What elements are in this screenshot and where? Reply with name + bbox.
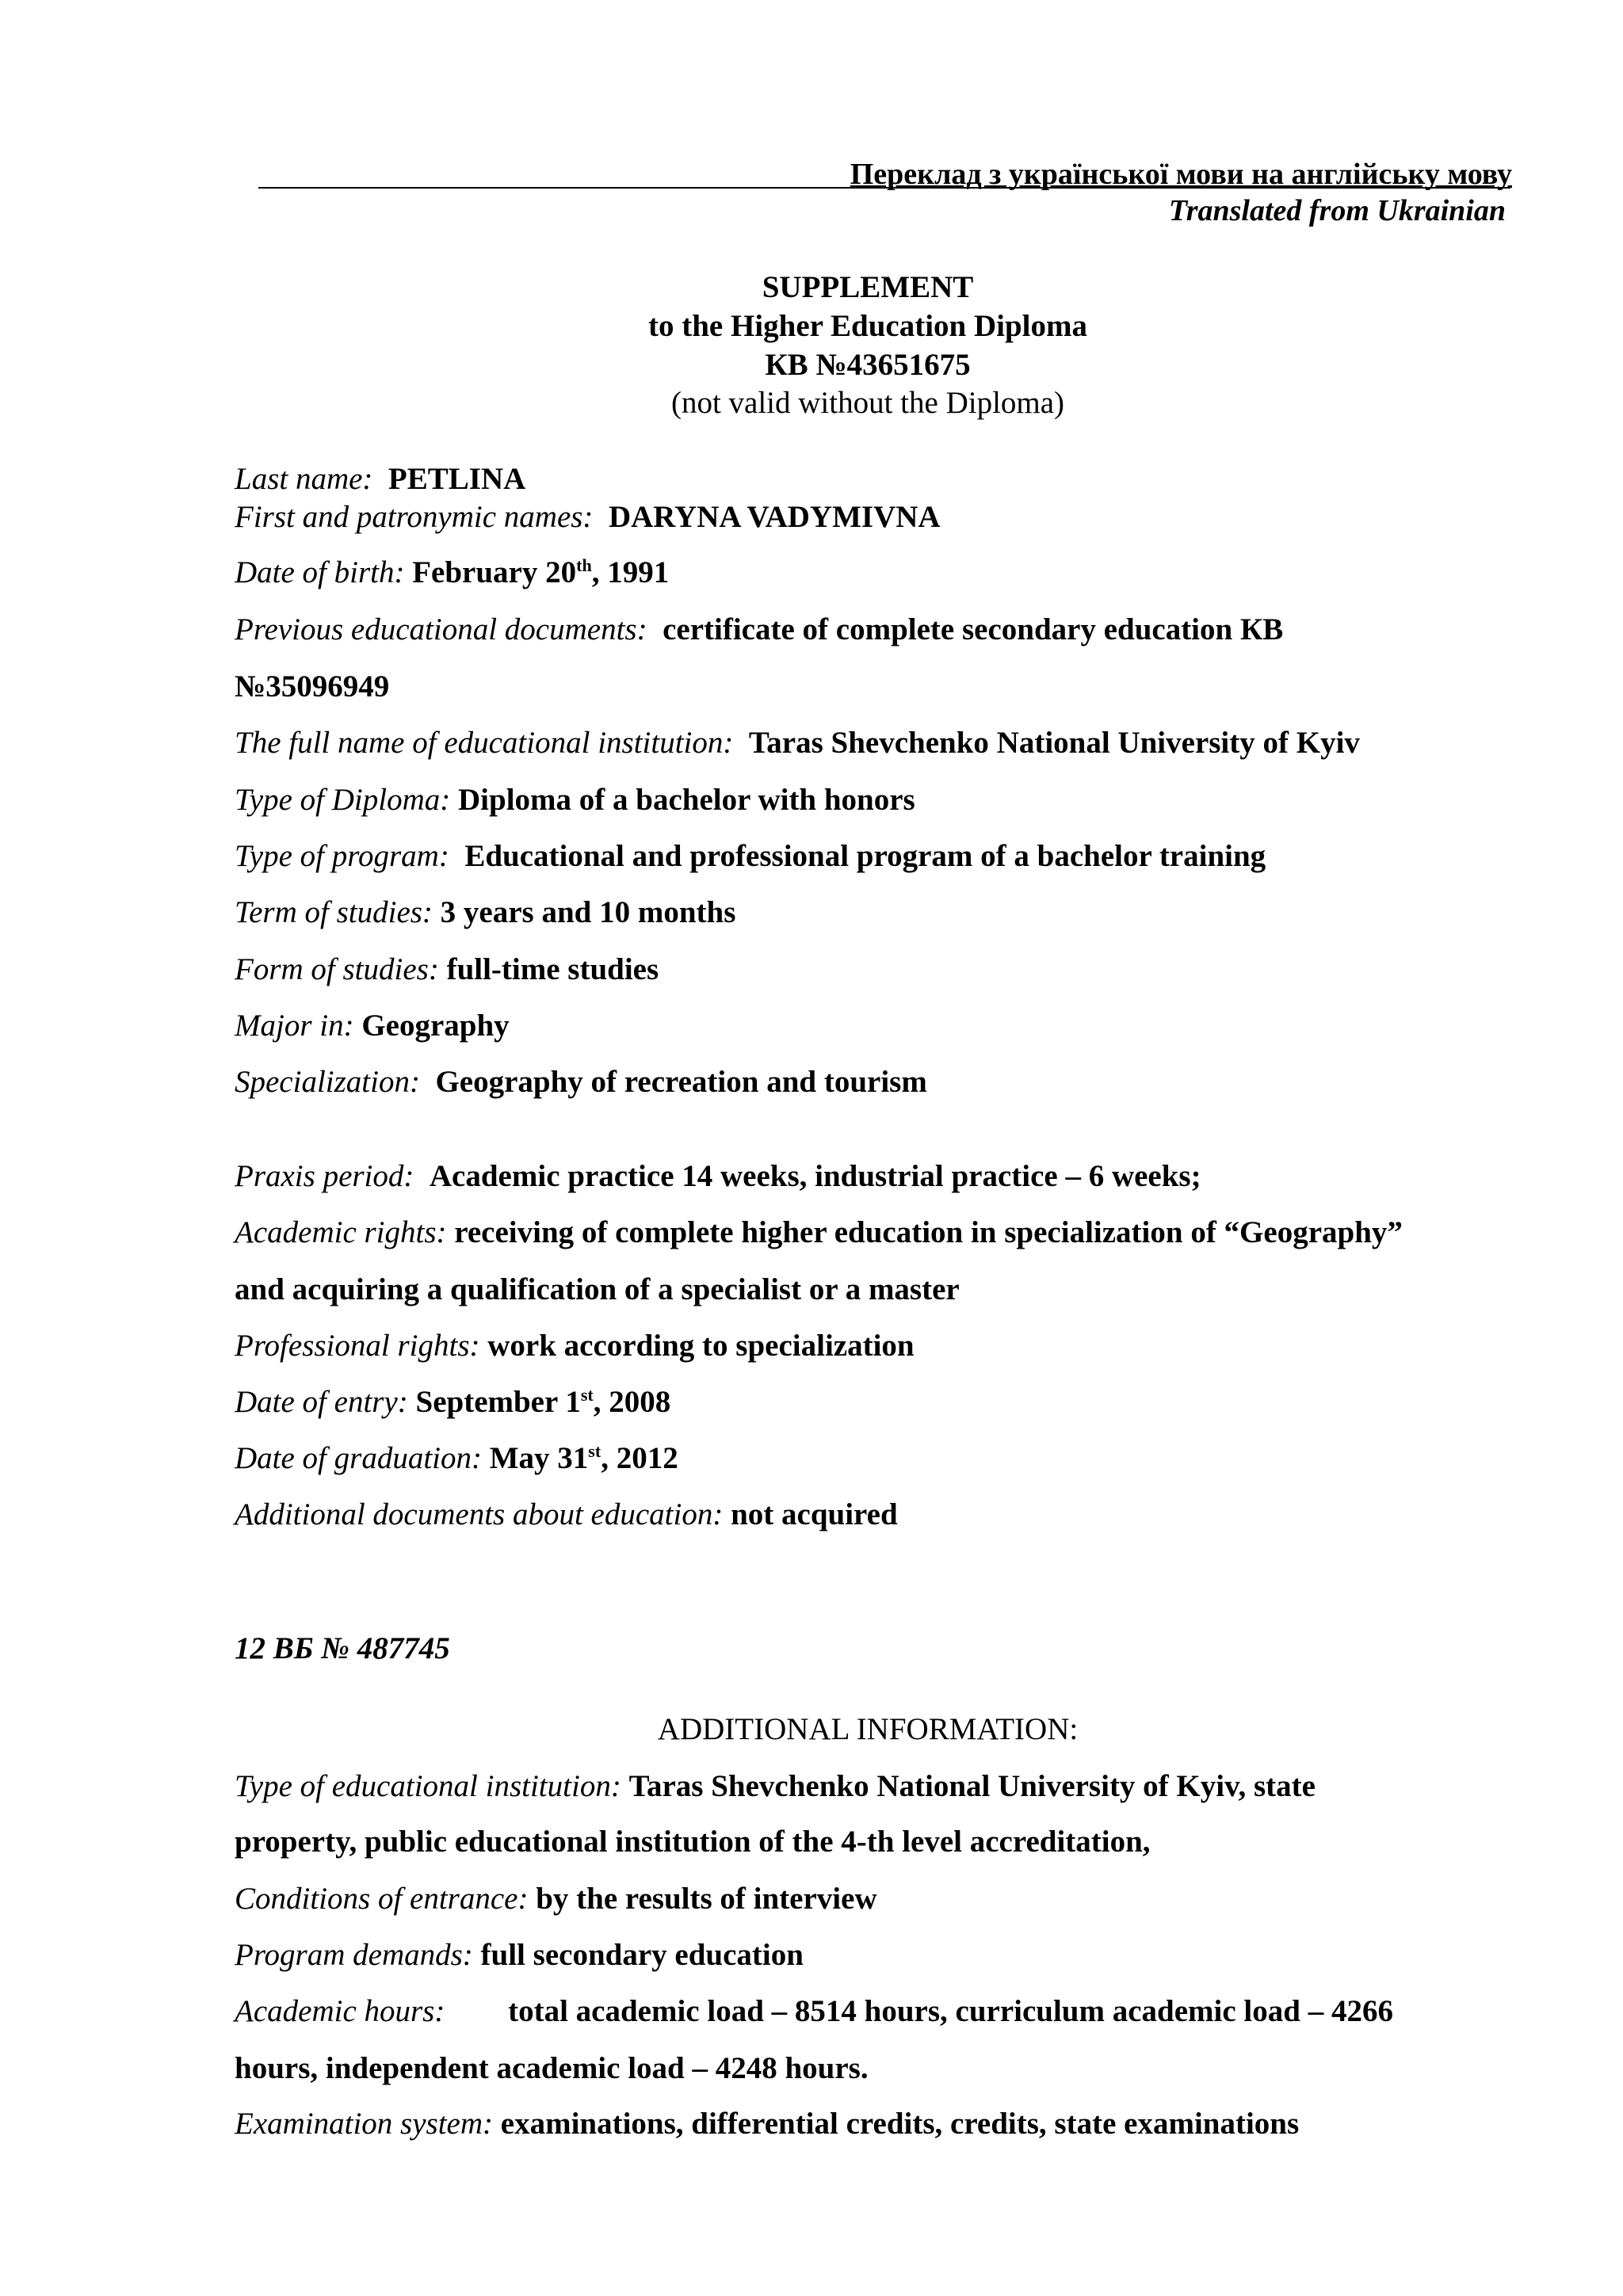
field-program-type (235, 838, 1266, 874)
field-entrance-conditions (235, 1881, 877, 1917)
field-value: examinations, differential credits, credits, state examinations (500, 2107, 1300, 2141)
field-institution-type (235, 1768, 1316, 1804)
field-value: full secondary education (480, 1938, 804, 1972)
field-first-names (235, 499, 941, 535)
ordinal-suffix: st (588, 1441, 601, 1461)
field-value: work according to specialization (487, 1329, 915, 1363)
field-value: Taras Shevchenko National University of Kyiv (748, 726, 1360, 760)
field-term (235, 894, 735, 930)
field-value: PETLINA (388, 462, 526, 496)
field-label: Type of Diploma: (235, 783, 451, 817)
field-label: The full name of educational institution: (235, 726, 734, 760)
field-academic-hours-cont: hours, independent academic load – 4248 hours. (235, 2051, 869, 2085)
field-additional-docs (235, 1497, 898, 1532)
translation-note-uk: Переклад з української мови на англійську мову (850, 158, 1512, 191)
ordinal-suffix: st (580, 1385, 594, 1405)
field-label: Date of graduation: (235, 1441, 482, 1475)
field-label: Date of entry: (235, 1385, 408, 1419)
field-value: Geography of recreation and tourism (435, 1065, 927, 1099)
field-label: Examination system: (235, 2107, 494, 2141)
field-value: by the results of interview (536, 1882, 877, 1916)
field-academic-rights-cont: and acquiring a qualification of a specialist or a master (235, 1272, 960, 1306)
translation-note-en: Translated from Ukrainian (1168, 194, 1506, 227)
field-value: receiving of complete higher education in specialization of “Geography” (454, 1215, 1403, 1249)
field-label: Form of studies: (235, 952, 439, 986)
title-diploma: to the Higher Education Diploma (648, 309, 1087, 343)
field-form (235, 952, 659, 987)
form-serial-number: 12 ВБ № 487745 (235, 1631, 450, 1665)
field-value: May 31 (489, 1441, 589, 1475)
field-previous-docs-cont: №35096949 (235, 669, 390, 704)
field-label: Conditions of entrance: (235, 1882, 529, 1916)
field-label: Program demands: (235, 1938, 473, 1972)
field-label: Major in: (235, 1009, 354, 1043)
field-label: Type of program: (235, 839, 449, 873)
field-label: Specialization: (235, 1065, 420, 1099)
field-date-of-entry (235, 1384, 670, 1420)
field-label: Professional rights: (235, 1329, 480, 1363)
ordinal-suffix: th (576, 555, 592, 575)
field-academic-hours (235, 1993, 1393, 2029)
field-label: Date of birth: (235, 555, 405, 589)
field-major (235, 1008, 510, 1043)
field-previous-docs (235, 612, 1283, 647)
title-diploma-number: КВ №43651675 (765, 348, 971, 382)
field-program-demands (235, 1937, 804, 1973)
field-label: First and patronymic names: (235, 500, 594, 534)
field-last-name (235, 461, 525, 497)
field-label: Type of educational institution: (235, 1769, 621, 1803)
field-academic-rights (235, 1215, 1403, 1250)
field-label: Praxis period: (235, 1159, 414, 1193)
field-examination-system (235, 2106, 1299, 2142)
field-value: certificate of complete secondary education КВ (663, 612, 1284, 646)
additional-info-heading: ADDITIONAL INFORMATION: (657, 1712, 1079, 1746)
field-label: Previous educational documents: (235, 612, 647, 646)
field-value: Geography (361, 1009, 510, 1043)
field-institution-type-cont: property, public educational institution of the 4-th level accreditation, (235, 1825, 1151, 1859)
field-value: September 1 (415, 1385, 581, 1419)
field-value-year: , 1991 (591, 555, 670, 589)
field-date-of-birth (235, 555, 669, 590)
title-supplement: SUPPLEMENT (762, 270, 974, 304)
field-label: Academic hours: (235, 1994, 445, 2028)
title-validity-note: (not valid without the Diploma) (670, 386, 1065, 420)
field-value: Educational and professional program of a bachelor training (464, 839, 1266, 873)
field-value: Academic practice 14 weeks, industrial practice – 6 weeks; (429, 1159, 1201, 1193)
field-value: not acquired (731, 1497, 898, 1531)
field-diploma-type (235, 782, 915, 818)
field-label: Additional documents about education: (235, 1497, 724, 1531)
field-label: Academic rights: (235, 1215, 447, 1249)
field-value-year: , 2012 (601, 1441, 678, 1475)
field-value: Taras Shevchenko National University of Kyiv, state (628, 1769, 1316, 1803)
field-specialization (235, 1064, 927, 1100)
field-value: February 20 (412, 555, 577, 589)
field-praxis (235, 1158, 1201, 1194)
field-value: Diploma of a bachelor with honors (458, 783, 915, 817)
field-value: full-time studies (446, 952, 659, 986)
field-value: total academic load – 8514 hours, curriculum academic load – 4266 (508, 1994, 1393, 2028)
field-institution (235, 725, 1360, 761)
field-value: DARYNA VADYMIVNA (608, 500, 941, 534)
field-date-of-graduation (235, 1440, 678, 1476)
field-label: Last name: (235, 462, 373, 496)
field-value-year: , 2008 (593, 1385, 671, 1419)
field-label: Term of studies: (235, 895, 433, 929)
field-professional-rights (235, 1328, 915, 1363)
field-value: 3 years and 10 months (440, 895, 736, 929)
